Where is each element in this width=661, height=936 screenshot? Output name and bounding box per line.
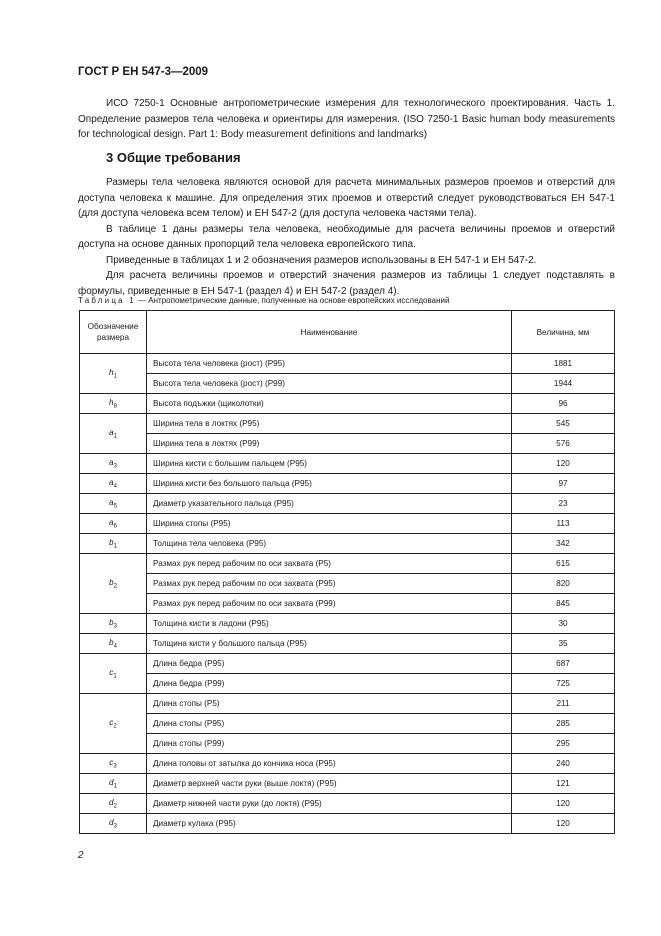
value-cell: 120 [512,454,615,474]
symbol-letter: h [109,397,114,407]
table-row [80,494,615,514]
symbol-cell [80,514,147,534]
symbol-letter: b [109,537,114,547]
symbol-subscript: 6 [113,523,117,530]
table-row [80,734,615,754]
value-cell: 113 [512,514,615,534]
name-cell: Длина стопы (Р95) [147,714,512,734]
name-cell: Ширина тела в локтях (Р95) [147,414,512,434]
symbol-subscript: 4 [113,643,117,650]
symbol-subscript: 3 [113,623,117,630]
table-row [80,414,615,434]
symbol-letter: b [109,637,114,647]
symbol-subscript: 1 [113,433,117,440]
table-row [80,774,615,794]
symbol-subscript: 2 [113,803,117,810]
symbol-cell [80,494,147,514]
table-row [80,754,615,774]
table-caption-text: — Антропометрические данные, полученные на основе европейских исследований [135,296,450,305]
name-cell: Диаметр указательного пальца (Р95) [147,494,512,514]
name-cell: Размах рук перед рабочим по оси захвата (Р99) [147,594,512,614]
table-row [80,474,615,494]
symbol-letter: d [109,777,114,787]
table-row [80,594,615,614]
name-cell: Длина бедра (Р95) [147,654,512,674]
name-cell: Ширина стопы (Р95) [147,514,512,534]
table-body [80,354,615,834]
paragraph: Для расчета величины проемов и отверстий значения размеров из таблицы 1 следует подставлять в формулы, приведенные в ЕН 547-1 (раздел 4) и ЕН 547-2 (раздел 4). [78,270,615,297]
document-header: ГОСТ Р ЕН 547-3—2009 [78,66,209,78]
symbol-letter: b [109,577,114,587]
value-cell: 615 [512,554,615,574]
table-row [80,694,615,714]
value-cell: 545 [512,414,615,434]
value-cell: 211 [512,694,615,714]
symbol-cell [80,774,147,794]
table-row [80,674,615,694]
value-cell: 240 [512,754,615,774]
symbol-subscript: 1 [113,543,117,550]
table-row [80,374,615,394]
name-cell: Толщина тела человека (Р95) [147,534,512,554]
table-row [80,554,615,574]
symbol-subscript: 2 [113,723,117,730]
value-cell: 120 [512,814,615,834]
header-value: Величина, мм [512,311,615,354]
symbol-cell [80,414,147,454]
value-cell: 576 [512,434,615,454]
table-row [80,534,615,554]
table-row [80,634,615,654]
name-cell: Длина стопы (Р99) [147,734,512,754]
value-cell: 687 [512,654,615,674]
symbol-letter: a [109,517,114,527]
anthropometric-table [79,310,615,834]
name-cell: Диаметр нижней части руки (до локтя) (Р95) [147,794,512,814]
value-cell: 1881 [512,354,615,374]
name-cell: Ширина кисти с большим пальцем (Р95) [147,454,512,474]
value-cell: 121 [512,774,615,794]
table-caption-label: Таблица 1 [78,296,136,305]
name-cell: Высота тела человека (рост) (Р95) [147,354,512,374]
section-body [78,175,615,299]
name-cell: Высота тела человека (рост) (Р99) [147,374,512,394]
symbol-subscript: 3 [113,823,117,830]
name-cell: Длина бедра (Р99) [147,674,512,694]
paragraph: Размеры тела человека являются основой для расчета минимальных размеров проемов и отверстий для доступа человека к машине. Для определения этих проемов и отверстий следует руководствоваться ЕН 547-1 (для доступа человека всем телом) и ЕН 547-2 (для доступа человека частями тела). [78,177,615,219]
table-row [80,794,615,814]
symbol-subscript: 2 [113,583,117,590]
table-row [80,434,615,454]
name-cell: Ширина кисти без большого пальца (Р95) [147,474,512,494]
symbol-subscript: 5 [113,503,117,510]
reference-text: ИСО 7250-1 Основные антропометрические измерения для технологического проектирования. Часть 1. Определение размеров тела человека и ориентиры для измерения. (ISO 7250-1 Basic human body measurements for technological design. Part 1: Body measurement definitions and landmarks) [78,98,615,140]
value-cell: 96 [512,394,615,414]
symbol-letter: a [109,497,114,507]
table-header-row [80,311,615,354]
symbol-letter: a [109,457,114,467]
value-cell: 30 [512,614,615,634]
value-cell: 285 [512,714,615,734]
symbol-cell [80,794,147,814]
table-row [80,394,615,414]
paragraph: Приведенные в таблицах 1 и 2 обозначения размеров использованы в ЕН 547-1 и ЕН 547-2. [106,254,537,266]
table-row [80,454,615,474]
symbol-letter: b [109,617,114,627]
symbol-cell [80,354,147,394]
symbol-letter: c [109,717,114,727]
name-cell: Длина головы от затылка до кончика носа (Р95) [147,754,512,774]
section-title: 3 Общие требования [106,150,241,165]
table-row [80,514,615,534]
name-cell: Диаметр кулака (Р95) [147,814,512,834]
paragraph: В таблице 1 даны размеры тела человека, необходимые для расчета величины проемов и отверстий доступа на основе данных пропорций тела человека европейского типа. [78,223,615,250]
table-row [80,574,615,594]
table-row [80,654,615,674]
name-cell: Толщина кисти в ладони (Р95) [147,614,512,634]
name-cell: Длина стопы (Р5) [147,694,512,714]
symbol-subscript: 8 [113,403,117,410]
name-cell: Диаметр верхней части руки (выше локтя) (Р95) [147,774,512,794]
value-cell: 97 [512,474,615,494]
symbol-subscript: 3 [113,763,117,770]
symbol-subscript: 1 [113,673,117,680]
header-symbol: Обозначение размера [80,311,147,354]
symbol-cell [80,654,147,694]
symbol-cell [80,694,147,754]
value-cell: 35 [512,634,615,654]
table-row [80,814,615,834]
symbol-cell [80,554,147,614]
symbol-cell [80,754,147,774]
symbol-letter: a [109,427,114,437]
table-row [80,714,615,734]
value-cell: 295 [512,734,615,754]
symbol-letter: a [109,477,114,487]
value-cell: 23 [512,494,615,514]
table-row [80,614,615,634]
table-row [80,354,615,374]
symbol-subscript: 1 [113,373,117,380]
symbol-cell [80,394,147,414]
symbol-letter: d [109,797,114,807]
name-cell: Размах рук перед рабочим по оси захвата (Р5) [147,554,512,574]
value-cell: 342 [512,534,615,554]
symbol-cell [80,474,147,494]
symbol-letter: h [109,367,114,377]
symbol-letter: d [109,817,114,827]
value-cell: 820 [512,574,615,594]
symbol-cell [80,534,147,554]
name-cell: Толщина кисти у большого пальца (Р95) [147,634,512,654]
value-cell: 1944 [512,374,615,394]
symbol-letter: c [109,667,114,677]
page-number: 2 [78,850,84,861]
name-cell: Высота подъжки (щиколотки) [147,394,512,414]
symbol-cell [80,454,147,474]
value-cell: 725 [512,674,615,694]
symbol-letter: c [109,757,114,767]
header-name: Наименование [147,311,512,354]
table-caption [78,296,449,305]
symbol-subscript: 3 [113,463,117,470]
name-cell: Ширина тела в локтях (Р99) [147,434,512,454]
value-cell: 120 [512,794,615,814]
reference-entry [78,96,615,143]
symbol-subscript: 1 [113,783,117,790]
value-cell: 845 [512,594,615,614]
symbol-cell [80,814,147,834]
symbol-subscript: 4 [113,483,117,490]
symbol-cell [80,614,147,634]
symbol-cell [80,634,147,654]
name-cell: Размах рук перед рабочим по оси захвата (Р95) [147,574,512,594]
